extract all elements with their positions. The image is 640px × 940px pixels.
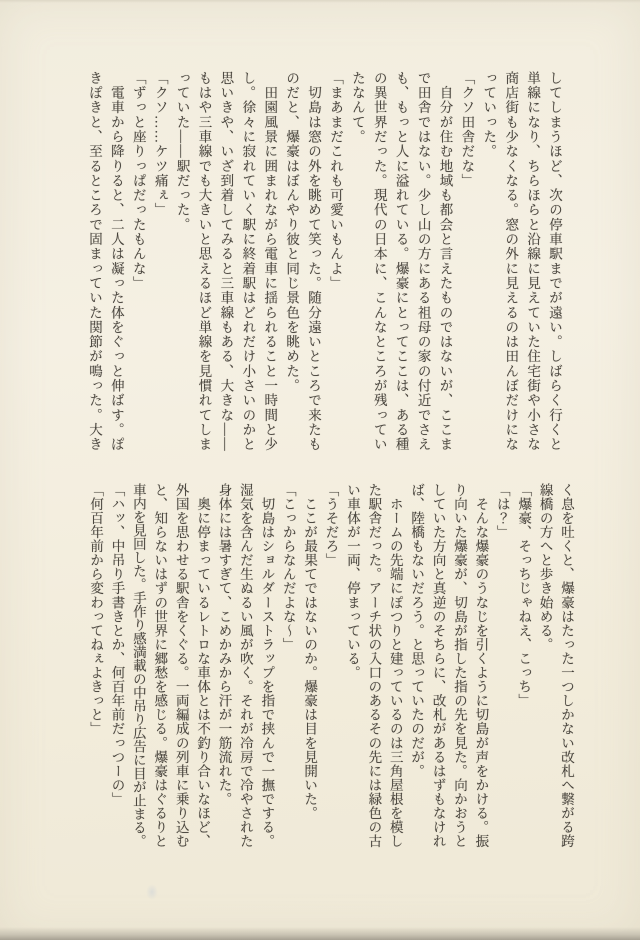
text-column: い車体が一両、停まっている。 (344, 483, 360, 680)
text-column: っていた――駅だった。 (174, 71, 190, 233)
text-column: 切島はショルダーストラップを指で挟んで一撫でする。 (259, 483, 275, 849)
text-column: 「こっからなんだよな〜」 (280, 483, 296, 652)
text-column: 奥に停まっているレトロな車体とは不釣り合いなほど、 (195, 483, 211, 849)
text-column: 単線になり、ちらほらと沿線に見えていた住宅街や小さな (525, 71, 541, 452)
text-column: 湿気を含んだ生ぬるい風が吹く。それが冷房で冷やされた (237, 483, 253, 849)
text-column: 「何百年前から変わってねぇよきっと」 (88, 483, 104, 736)
text-column: 身体には暑すぎて、こめかみから汗が一筋流れた。 (216, 483, 232, 807)
text-column: 「ハッ、中吊り手書きとか、何百年前だっつーの」 (109, 483, 125, 807)
text-column: 「ずっと座りっぱだったもんな」 (130, 71, 146, 291)
text-column: も、もっと人に溢れている。爆豪にとってここは、ある種 (393, 71, 409, 452)
text-column: 「クソ……ケツ痛ぇ」 (152, 71, 168, 218)
text-column: ば、陸橋もないだろう。と思っていたのだが。 (409, 483, 425, 779)
text-column: 車内を見回した。手作り感満載の中吊り広告に目が止まる。 (130, 483, 146, 848)
text-column: 自分が住む地域も都会と言えたものではないが、ここま (437, 71, 453, 452)
text-column: してしまうほど、次の停車駅までが遠い。しばらく行くと (547, 71, 562, 452)
text-column: 切島は窓の外を眺めて笑った。随分遠いところで来たも (306, 71, 322, 452)
text-column: 田園風景に囲まれながら電車に揺られること一時間と少 (262, 71, 278, 452)
page-top-edge (0, 0, 640, 3)
text-column: 「爆豪、そっちじゃねえ、こっち」 (516, 483, 532, 708)
text-column: していた方向と真逆のそちらに、改札があるはずもなけれ (430, 483, 446, 849)
text-column: きぽきと、至るところで固まっていた関節が鳴った。大き (86, 71, 102, 452)
text-column: 「まあまだこれも可愛いもんよ」 (327, 71, 343, 291)
text-block-top (83, 71, 565, 453)
text-column: 「うそだろ」 (323, 483, 339, 568)
text-column: と、知らないはずの世界に郷愁を感じる。爆豪はぐるりと (152, 483, 168, 849)
text-column: そんな爆豪のうなじを引くように切島が声をかける。振 (473, 483, 489, 849)
text-column: ホームの先端にぽつりと建っているのは三角屋根を模し (387, 483, 403, 849)
text-column: ここが最果てではないのか。爆豪は目を見開いた。 (302, 483, 318, 821)
text-column: っていった。 (481, 71, 497, 159)
text-column: たなんて。 (349, 71, 365, 145)
text-column: のだと、爆豪はぼんやり彼と同じ景色を眺めた。 (284, 71, 300, 394)
text-column: り向いた爆豪が、切島が指した指の先を見た。向かおうと (451, 483, 467, 849)
text-column: 「クソ田舎だな」 (459, 71, 475, 189)
text-column: で田舎ではない。少し山の方にある祖母の家の付近でさえ (415, 71, 431, 452)
paper-smudge (146, 884, 158, 900)
text-column: た駅舎だった。アーチ状の入口のあるその先には緑色の古 (366, 483, 382, 849)
text-column: の異世界だった。現代の日本に、こんなところが残ってい (371, 71, 387, 452)
text-column: 線橋の方へと歩き始める。 (537, 483, 553, 652)
text-column: 商店街も少なくなる。窓の外に見えるのは田んぼだけにな (503, 71, 519, 452)
text-column: 思いきや、いざ到着してみると三車線もある、大きな―― (218, 71, 234, 452)
text-column: く息を吐くと、爆豪はたった一つしかない改札へ繋がる跨 (559, 483, 574, 849)
text-column: 電車から降りると、二人は凝った体をぐっと伸ばす。ぽ (108, 71, 124, 452)
text-block-bottom (85, 483, 577, 850)
text-column: もはや三車線でも大きいと思えるほど単線を見慣れてしま (196, 71, 212, 452)
text-column: し。徐々に寂れていく駅に終着駅はどれだけ小さいのかと (240, 71, 256, 452)
page-bottom-shadow (0, 927, 640, 940)
text-column: 「は？」 (494, 483, 510, 540)
text-column: 外国を思わせる駅舎をくぐる。一両編成の列車に乗り込む (173, 483, 189, 849)
